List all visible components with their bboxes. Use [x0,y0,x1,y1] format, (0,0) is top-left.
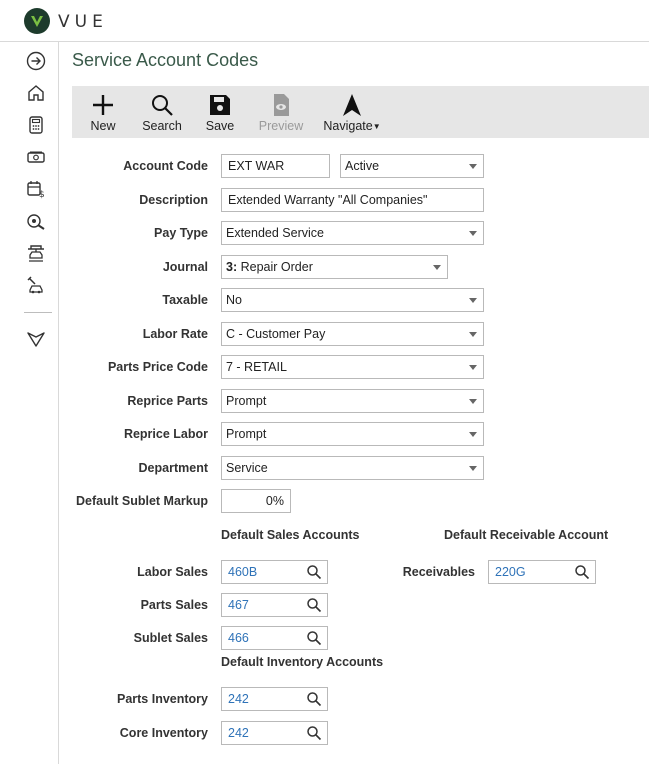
vehicle-tools-icon[interactable] [25,274,47,296]
journal-select[interactable] [221,255,448,279]
parts-inventory-value[interactable]: 242 [228,692,249,706]
parts-price-code-label: Parts Price Code [107,360,208,374]
reprice-parts-label: Reprice Parts [127,394,208,408]
cash-icon[interactable] [25,146,47,168]
search-icon[interactable] [574,564,590,580]
labor-sales-value[interactable]: 460B [228,565,258,579]
sublet-sales-lookup[interactable] [221,626,328,650]
top-bar [0,0,649,42]
plus-icon [88,92,118,118]
sublet-sales-value[interactable]: 466 [228,631,249,645]
svg-text:$: $ [39,190,45,200]
pay-type-label: Pay Type [154,226,208,240]
account-code-input[interactable]: EXT WAR [221,154,330,178]
search-icon[interactable] [306,691,322,707]
core-inventory-label: Core Inventory [119,726,208,740]
labor-rate-select[interactable] [221,322,484,346]
search-icon [140,92,184,118]
labor-sales-lookup[interactable] [221,560,328,584]
status-select[interactable] [340,154,484,178]
sublet-markup-label: Default Sublet Markup [76,494,208,508]
reprice-labor-select[interactable] [221,422,484,446]
pay-type-value: Extended Service [226,226,324,240]
reprice-parts-value: Prompt [226,394,267,408]
home-icon[interactable] [25,82,47,104]
parts-price-code-value: 7 - RETAIL [226,360,287,374]
labor-sales-label: Labor Sales [137,565,208,579]
inventory-accounts-heading: Default Inventory Accounts [221,655,384,669]
arrow-right-circle-icon[interactable] [25,50,47,72]
save-icon [204,92,236,118]
sublet-sales-label: Sublet Sales [133,631,208,645]
search-icon[interactable] [306,564,322,580]
parts-sales-lookup[interactable] [221,593,328,617]
reprice-labor-label: Reprice Labor [123,427,208,441]
parts-inventory-label: Parts Inventory [116,692,208,706]
preview-button[interactable] [256,92,306,133]
sales-accounts-heading: Default Sales Accounts [221,528,360,542]
parts-sales-value[interactable]: 467 [228,598,249,612]
department-select[interactable] [221,456,484,480]
toolbar [72,86,649,138]
sidebar-divider [24,312,52,313]
department-value: Service [226,461,268,475]
page-title: Service Account Codes [72,50,259,70]
description-label: Description [139,193,208,207]
new-label: New [90,119,116,133]
navigate-button[interactable] [320,92,384,133]
core-inventory-lookup[interactable] [221,721,328,745]
labor-rate-value: C - Customer Pay [226,327,326,341]
status-value: Active [345,159,380,173]
calculator-icon[interactable] [25,114,47,136]
logo-text: VUE [58,12,108,32]
parts-service-icon[interactable] [25,210,47,232]
dropdown-arrow-icon [469,332,477,337]
search-icon[interactable] [306,597,322,613]
search-label: Search [142,119,182,133]
sublet-markup-input[interactable]: 0% [221,489,291,513]
save-button[interactable] [204,92,236,133]
dropdown-arrow-icon [469,466,477,471]
taxable-select[interactable] [221,288,484,312]
receivables-label: Receivables [402,565,475,579]
new-button[interactable] [88,92,118,133]
pay-type-select[interactable] [221,221,484,245]
vue-v-icon[interactable] [25,328,47,350]
parts-sales-label: Parts Sales [140,598,208,612]
journal-label: Journal [162,260,208,274]
labor-rate-label: Labor Rate [142,327,208,341]
reprice-labor-value: Prompt [226,427,267,441]
service-bay-icon[interactable] [25,242,47,264]
dropdown-arrow-icon [469,164,477,169]
reprice-parts-select[interactable] [221,389,484,413]
account-code-label: Account Code [123,159,208,173]
receivable-account-heading: Default Receivable Account [444,528,609,542]
dropdown-arrow-icon [469,399,477,404]
receivables-value[interactable]: 220G [495,565,526,579]
journal-text: Repair Order [240,260,313,274]
navigation-arrow-icon [320,92,384,118]
calendar-dollar-icon[interactable] [25,178,47,200]
parts-price-code-select[interactable] [221,355,484,379]
receivables-lookup[interactable] [488,560,596,584]
preview-document-icon [256,92,306,118]
vue-logo-icon[interactable] [24,8,50,34]
navigate-label: Navigate [323,119,373,133]
search-button[interactable] [140,92,184,133]
dropdown-arrow-icon [469,231,477,236]
taxable-label: Taxable [162,293,208,307]
description-input[interactable]: Extended Warranty "All Companies" [221,188,484,212]
preview-label: Preview [258,119,304,133]
save-label: Save [205,119,235,133]
department-label: Department [138,461,208,475]
left-sidebar [0,42,59,764]
dropdown-arrow-icon [469,298,477,303]
dropdown-arrow-icon [469,432,477,437]
parts-inventory-lookup[interactable] [221,687,328,711]
core-inventory-value[interactable]: 242 [228,726,249,740]
taxable-value: No [226,293,242,307]
search-icon[interactable] [306,630,322,646]
journal-number: 3: [226,260,238,274]
search-icon[interactable] [306,725,322,741]
caret-down-icon: ▼ [372,122,381,132]
dropdown-arrow-icon [469,365,477,370]
dropdown-arrow-icon [433,265,441,270]
